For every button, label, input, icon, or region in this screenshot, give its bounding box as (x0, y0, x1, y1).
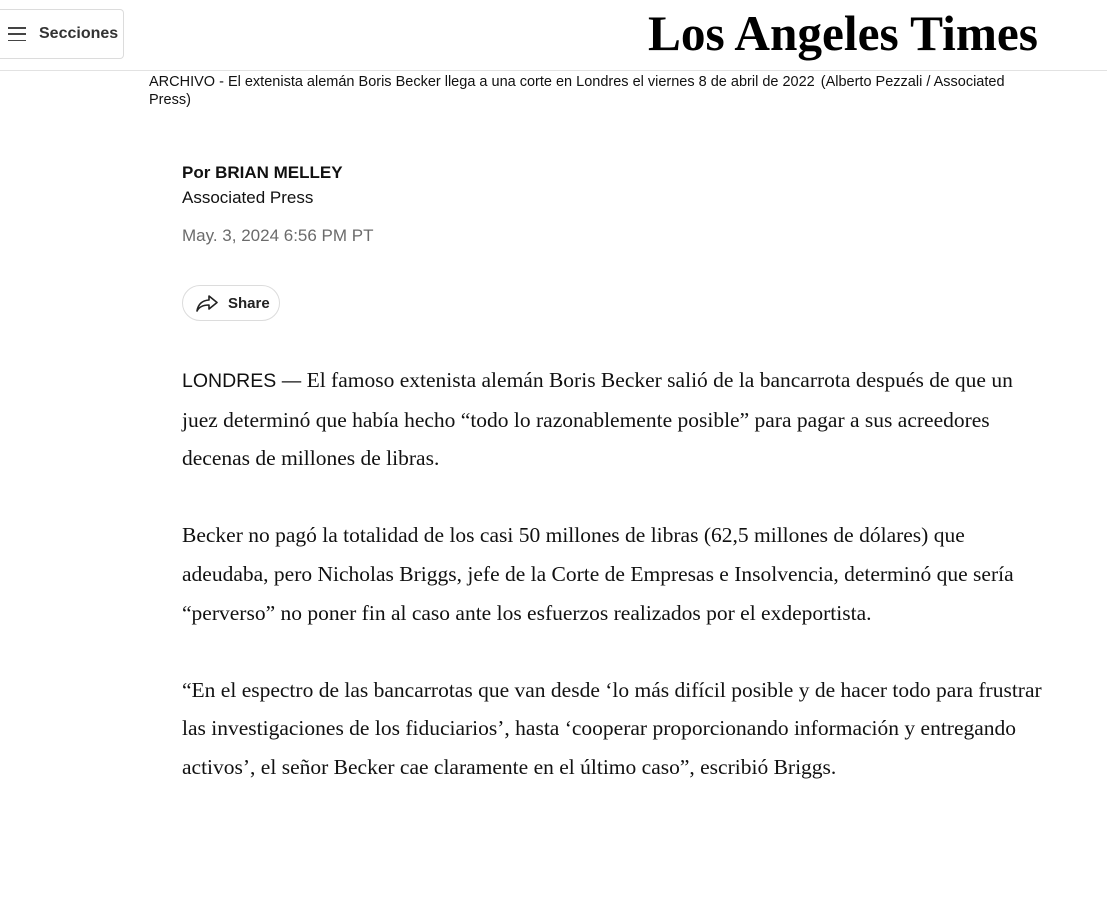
share-label: Share (228, 294, 270, 312)
byline-prefix: Por (182, 163, 211, 182)
byline (182, 160, 343, 210)
photo-caption (149, 73, 1029, 109)
publish-timestamp: May. 3, 2024 6:56 PM PT (182, 226, 374, 245)
caption-text: ARCHIVO - El extenista alemán Boris Becker llega a una corte en Londres el viernes 8 de abril de 2022 (149, 74, 815, 90)
caption-credit: (Alberto Pezzali / Associated Press) (149, 74, 1005, 108)
sections-menu-label: Secciones (39, 25, 119, 42)
article-paragraph (182, 361, 1042, 478)
top-navigation-bar (0, 0, 1107, 71)
sections-menu-button[interactable] (0, 9, 124, 59)
los-angeles-times-logo[interactable] (648, 4, 1040, 62)
article-paragraph: “En el espectro de las bancarrotas que van desde ‘lo más difícil posible y de hacer todo para frustrar las investigaciones de los fiduciarios’, hasta ‘cooperar proporcionando información y entregando activos’, el señor Becker cae claramente en el último caso”, escribió Briggs. (182, 677, 1042, 779)
article-body (182, 361, 1042, 825)
paragraph-text: El famoso extenista alemán Boris Becker salió de la bancarrota después de que un juez determinó que había hecho “todo lo razonablemente posible” para pagar a sus acreedores decenas de millones de libras. (182, 368, 1013, 471)
byline-organization: Associated Press (182, 188, 314, 207)
article-dateline: LONDRES — (182, 370, 302, 392)
share-button[interactable] (182, 285, 280, 321)
logo-text: Los Angeles Times (648, 5, 1038, 61)
article-paragraph: Becker no pagó la totalidad de los casi 50 millones de libras (62,5 millones de dólares) que adeudaba, pero Nicholas Briggs, jefe de la Corte de Empresas e Insolvencia, determinó que sería “perverso” no poner fin al caso ante los esfuerzos realizados por el exdeportista. (182, 523, 1014, 625)
byline-author-link[interactable]: BRIAN MELLEY (215, 163, 343, 182)
hamburger-icon (8, 27, 26, 41)
share-arrow-icon (195, 294, 219, 312)
